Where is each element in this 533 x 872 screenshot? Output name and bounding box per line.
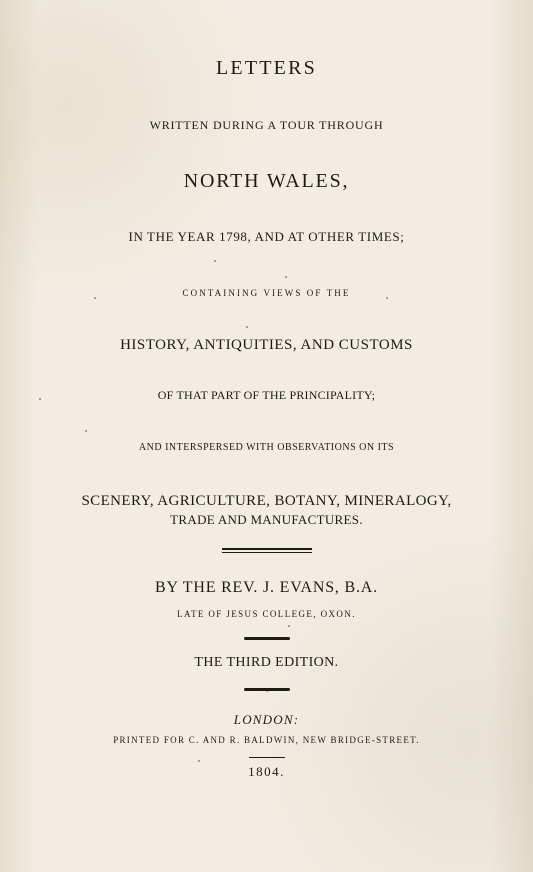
printer-imprint: PRINTED FOR C. AND R. BALDWIN, NEW BRIDGE-STREET. <box>113 735 420 745</box>
decorative-rule-middle <box>244 637 290 640</box>
subtitle-history-antiquities-customs: HISTORY, ANTIQUITIES, AND CUSTOMS <box>120 337 413 353</box>
author-affiliation: LATE OF JESUS COLLEGE, OXON. <box>177 609 356 619</box>
subtitle-scenery-agriculture: SCENERY, AGRICULTURE, BOTANY, MINERALOGY, <box>81 493 452 509</box>
paper-speck <box>94 297 96 299</box>
subtitle-containing-views: CONTAINING VIEWS OF THE <box>182 288 351 298</box>
subtitle-interspersed-observations: AND INTERSPERSED WITH OBSERVATIONS ON ITS <box>138 442 395 453</box>
decorative-double-rule <box>222 548 312 553</box>
publication-place: LONDON: <box>233 712 300 727</box>
author-name: BY THE REV. J. EVANS, B.A. <box>155 579 378 596</box>
decorative-rule-date <box>249 757 285 758</box>
edition-label: THE THIRD EDITION. <box>194 655 339 670</box>
paper-speck <box>214 260 216 262</box>
subtitle-trade-manufactures: TRADE AND MANUFACTURES. <box>170 512 363 527</box>
subtitle-north-wales: NORTH WALES, <box>183 170 350 192</box>
paper-speck <box>39 398 41 400</box>
paper-speck <box>85 430 87 432</box>
paper-speck <box>266 690 268 692</box>
publication-year: 1804. <box>248 764 285 779</box>
paper-speck <box>198 760 200 762</box>
paper-speck <box>285 276 287 278</box>
paper-speck <box>288 625 290 627</box>
subtitle-written-during-tour: WRITTEN DURING A TOUR THROUGH <box>149 118 384 132</box>
subtitle-year-line: IN THE YEAR 1798, AND AT OTHER TIMES; <box>128 229 405 244</box>
paper-speck <box>246 326 248 328</box>
book-title: LETTERS <box>216 57 317 79</box>
paper-speck <box>386 297 388 299</box>
subtitle-principality-line: OF THAT PART OF THE PRINCIPALITY; <box>157 388 376 402</box>
